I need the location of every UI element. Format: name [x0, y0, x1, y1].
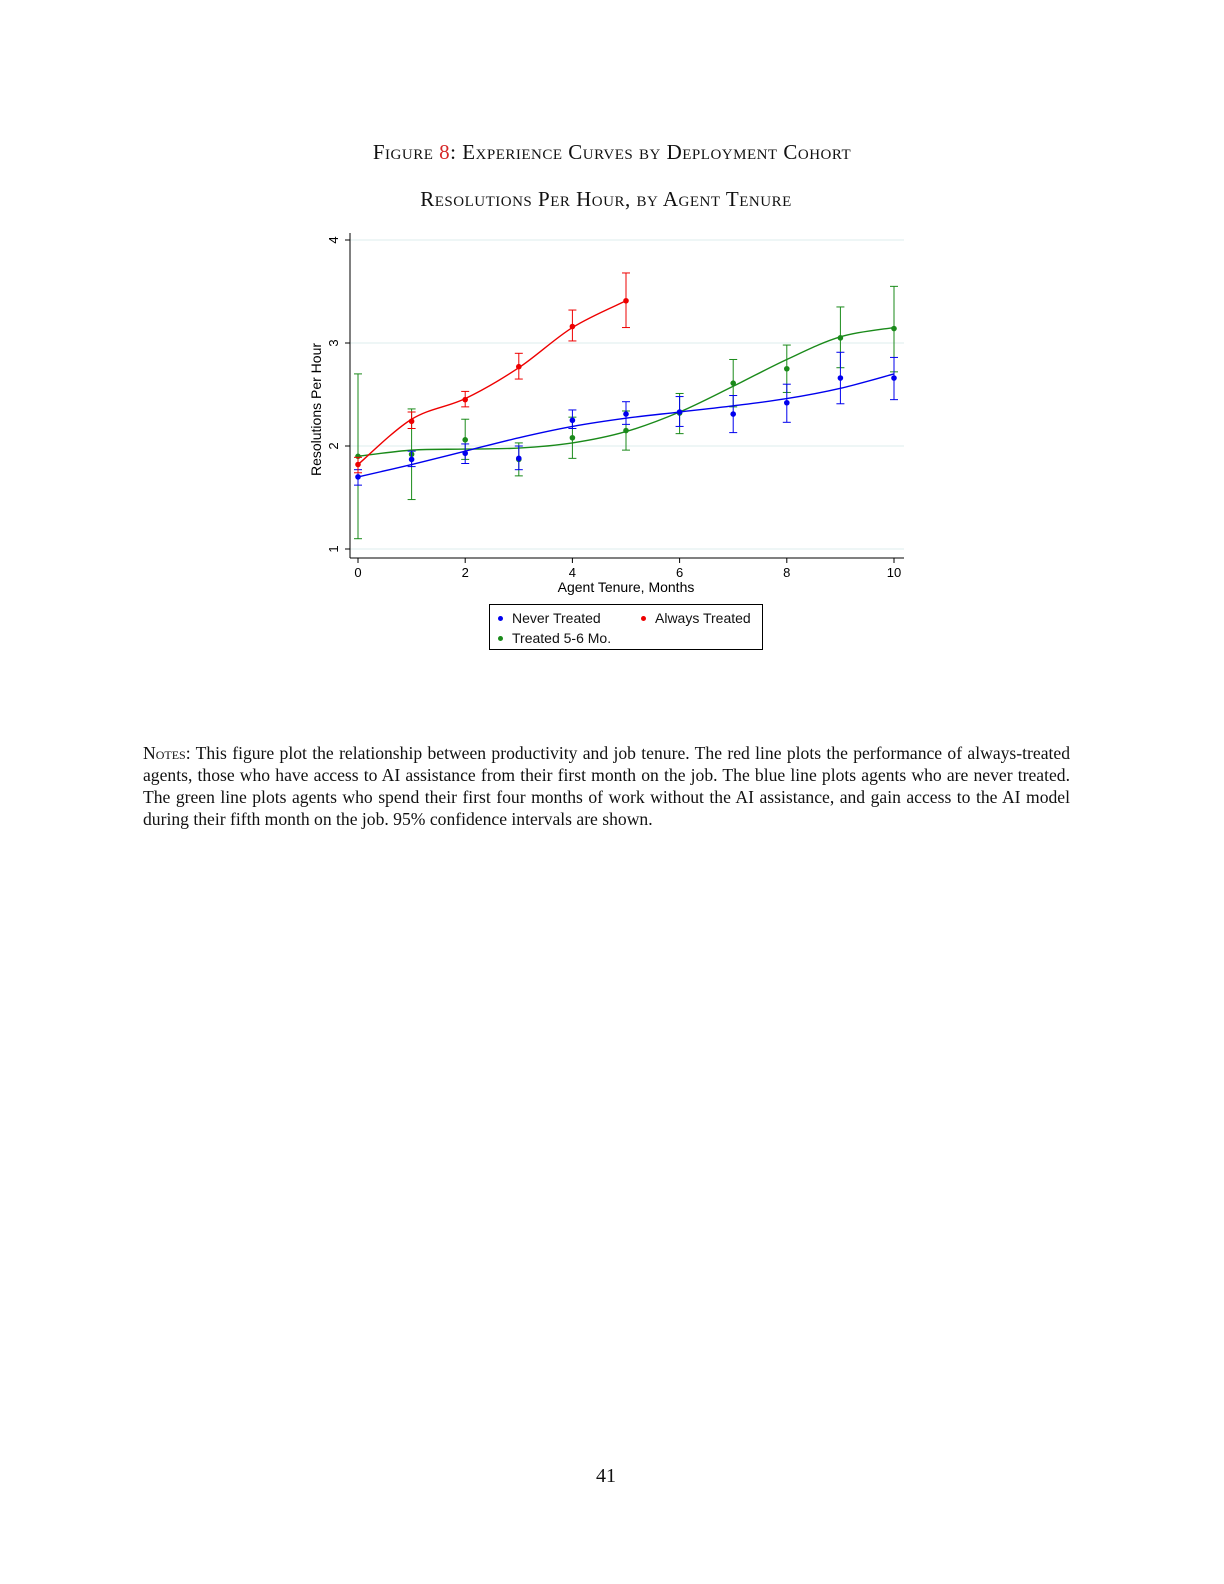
point-never-treated-7: [730, 411, 736, 417]
legend-marker-treated-5-6: [498, 636, 503, 641]
y-axis-title: Resolutions Per Hour: [308, 342, 324, 477]
point-treated-5-6-mo-9: [838, 335, 844, 341]
point-always-treated-2: [462, 397, 468, 403]
fit-line-always-treated: [358, 301, 626, 465]
x-tick-label-4: 4: [568, 565, 577, 580]
figure-notes: [143, 742, 1070, 830]
y-tick-label-4: 4: [326, 236, 341, 244]
legend-label-treated-5-6: Treated 5-6 Mo.: [512, 630, 612, 646]
x-axis-title: Agent Tenure, Months: [557, 579, 695, 595]
point-always-treated-0: [355, 462, 361, 468]
point-treated-5-6-mo-7: [730, 380, 736, 386]
point-never-treated-4: [570, 417, 576, 423]
point-always-treated-5: [623, 298, 629, 304]
y-tick-label-2: 2: [326, 442, 341, 450]
point-never-treated-9: [838, 375, 844, 381]
point-treated-5-6-mo-4: [570, 435, 576, 441]
chart-title: Resolutions Per Hour, by Agent Tenure: [420, 187, 792, 211]
point-never-treated-10: [891, 375, 897, 381]
point-never-treated-6: [677, 409, 683, 415]
notes-label: Notes:: [143, 743, 191, 763]
figure-number[interactable]: 8: [439, 140, 451, 164]
x-tick-label-8: 8: [783, 565, 791, 580]
notes-text: This figure plot the relationship between productivity and job tenure. The red line plots the performance of always-treated agents, those who have access to AI assistance from their first month on the job. The blue line plots agents who are never treated. The green line plots agents who spend their first four months of work without the AI assistance, and gain access to the AI model during their fifth month on the job. 95% confidence intervals are shown.: [143, 743, 1070, 829]
point-never-treated-3: [516, 456, 522, 462]
series-never-treated: [354, 352, 898, 485]
point-treated-5-6-mo-2: [462, 437, 468, 443]
figure-label: Figure: [372, 140, 434, 164]
axes: [308, 233, 904, 595]
legend-item-treated-5-6: [498, 630, 611, 646]
page-number: 41: [596, 1465, 616, 1487]
legend-label-always-treated: Always Treated: [655, 610, 751, 626]
point-treated-5-6-mo-5: [623, 428, 629, 434]
y-tick-label-3: 3: [326, 339, 341, 347]
series-always-treated: [354, 273, 630, 473]
point-treated-5-6-mo-8: [784, 366, 790, 372]
plot-area: [354, 273, 898, 539]
point-always-treated-3: [516, 364, 522, 370]
figure-title-text: : Experience Curves by Deployment Cohort: [450, 140, 852, 164]
x-tick-label-2: 2: [461, 565, 469, 580]
legend-item-never-treated: [498, 610, 601, 626]
point-treated-5-6-mo-10: [891, 326, 897, 332]
point-never-treated-0: [355, 474, 361, 480]
point-always-treated-1: [409, 418, 415, 424]
legend-item-always-treated: [641, 610, 751, 626]
chart: [300, 225, 920, 605]
legend-label-never-treated: Never Treated: [512, 610, 601, 626]
gridlines: [350, 240, 904, 549]
legend-marker-never-treated: [498, 616, 503, 621]
point-never-treated-2: [462, 450, 468, 456]
x-tick-label-6: 6: [675, 565, 684, 580]
x-tick-label-10: 10: [886, 565, 902, 580]
legend: [489, 604, 763, 650]
point-always-treated-4: [570, 324, 576, 330]
legend-marker-always-treated: [641, 616, 646, 621]
point-never-treated-8: [784, 400, 790, 406]
point-never-treated-1: [409, 457, 415, 463]
figure-title: [0, 140, 1224, 165]
x-tick-label-0: 0: [354, 565, 362, 580]
y-tick-label-1: 1: [326, 545, 341, 553]
point-never-treated-5: [623, 411, 629, 417]
